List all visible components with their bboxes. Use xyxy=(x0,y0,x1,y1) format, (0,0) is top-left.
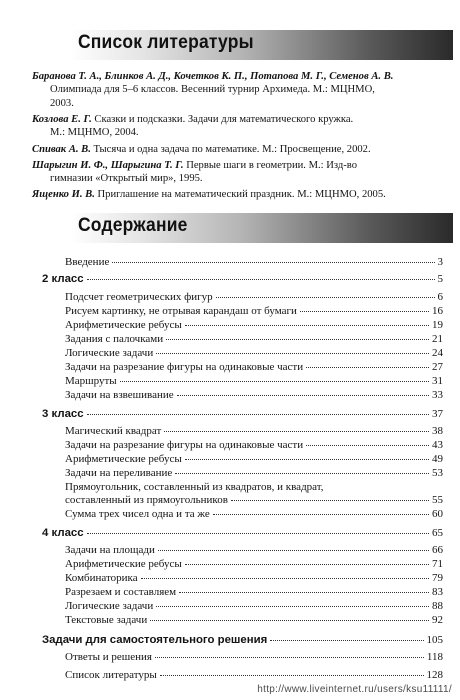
toc-item[interactable]: Задачи на переливание 53 xyxy=(65,467,443,479)
reference-item: Баранова Т. А., Блинков А. Д., Кочетков К. П., Потапова М. Г., Семенов А. В. Олимпиада для 5–6 классов. Весенний турнир Архимеда. М.: МЦНМО, 2003. xyxy=(32,71,394,109)
toc-item[interactable]: Задачи на разрезание фигуры на одинаковые части 27 xyxy=(65,361,443,373)
references-header xyxy=(70,30,453,60)
toc-grade-2[interactable]: 2 класс 5 xyxy=(42,273,443,285)
toc-item[interactable]: Магический квадрат 38 xyxy=(65,425,443,437)
toc-item[interactable]: Рисуем картинку, не отрывая карандаш от бумаги 16 xyxy=(65,305,443,317)
toc-title: Содержание xyxy=(78,215,188,236)
reference-item: Козлова Е. Г. Сказки и подсказки. Задачи для математического кружка. М.: МЦНМО, 2004. xyxy=(32,114,354,139)
toc-item[interactable]: Задачи на разрезание фигуры на одинаковые части 43 xyxy=(65,439,443,451)
toc-item[interactable]: Арифметические ребусы 19 xyxy=(65,319,443,331)
reference-item: Шарыгин И. Ф., Шарыгина Т. Г. Первые шаги в геометрии. М.: Изд-во гимназии «Открытый мир», 1995. xyxy=(32,159,358,185)
toc-item[interactable]: Задачи на взвешивание 33 xyxy=(65,389,443,401)
toc-item[interactable]: Задачи на площади 66 xyxy=(65,544,443,556)
toc-item[interactable]: Подсчет геометрических фигур 6 xyxy=(65,291,443,303)
toc-item[interactable]: Текстовые задачи 92 xyxy=(65,614,443,626)
references-list xyxy=(32,70,454,205)
toc-grade-4[interactable]: 4 класс 65 xyxy=(42,527,443,539)
references-title: Список литературы xyxy=(78,32,254,53)
watermark-url: http://www.liveinternet.ru/users/ksu11111/ xyxy=(257,684,452,695)
toc-self-study[interactable]: Задачи для самостоятельного решения 105 xyxy=(42,634,443,646)
toc-item-references[interactable]: Список литературы 128 xyxy=(65,669,443,681)
toc-item-intro[interactable]: Введение 3 xyxy=(65,256,443,268)
toc-item[interactable]: Арифметические ребусы 71 xyxy=(65,558,443,570)
toc-item[interactable]: Разрезаем и составляем 83 xyxy=(65,586,443,598)
toc-item[interactable]: Прямоугольник, составленный из квадратов, и квадрат, составленный из прямоугольников 55 xyxy=(65,481,443,506)
reference-item: Ященко И. В. Приглашение на математический праздник. М.: МЦНМО, 2005. xyxy=(32,189,386,201)
toc-item[interactable]: Маршруты 31 xyxy=(65,375,443,387)
toc-item[interactable]: Логические задачи 88 xyxy=(65,600,443,612)
toc-header xyxy=(70,213,453,243)
toc-item-answers[interactable]: Ответы и решения 118 xyxy=(65,651,443,663)
toc-item[interactable]: Арифметические ребусы 49 xyxy=(65,453,443,465)
toc-item[interactable]: Задания с палочками 21 xyxy=(65,333,443,345)
toc-item[interactable]: Комбинаторика 79 xyxy=(65,572,443,584)
toc-item[interactable]: Логические задачи 24 xyxy=(65,347,443,359)
reference-item: Спивак А. В. Тысяча и одна задача по математике. М.: Просвещение, 2002. xyxy=(32,143,371,155)
toc-grade-3[interactable]: 3 класс 37 xyxy=(42,408,443,420)
toc-item[interactable]: Сумма трех чисел одна и та же 60 xyxy=(65,508,443,520)
